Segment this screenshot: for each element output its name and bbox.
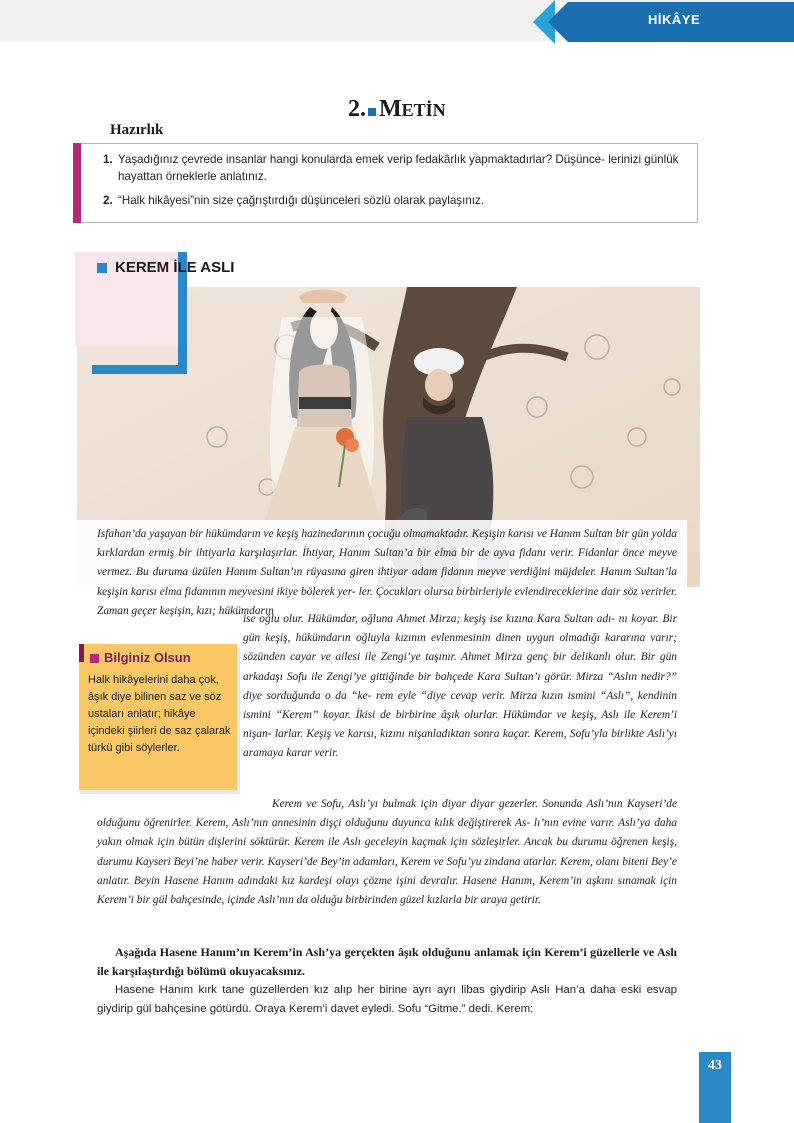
title-bullet-icon xyxy=(368,108,376,116)
page-title xyxy=(348,96,446,123)
title-bullet-icon xyxy=(90,654,99,663)
title-bullet-icon xyxy=(97,263,107,273)
page-number: 43 xyxy=(708,1058,722,1073)
info-box-title-text: Bilginiz Olsun xyxy=(104,650,191,665)
title-decoration-blue-horizontal xyxy=(92,365,187,374)
title-first-letter: M xyxy=(379,96,402,122)
item-text: “Halk hikâyesi”nin size çağrıştırdığı düşünceleri sözlü olarak paylaşınız. xyxy=(118,194,485,207)
info-box-text: Halk hikâyelerini daha çok, âşık diye bilinen saz ve söz ustaları anlatır; hikâye içindeki şiirleri de saz çalarak türkü gibi söylerler. xyxy=(88,674,231,754)
preparation-accent-bar xyxy=(73,143,81,223)
item-number: 2. xyxy=(103,194,113,207)
reading-instruction: Aşağıda Hasene Hanım’ın Kerem’in Aslı’ya gerçekten âşık olduğunu anlamak için Kerem’i güzellerle ve Aslı ile karşılaştırdığı bölümü okuyacaksınız. xyxy=(97,945,677,978)
title-rest: ETİN xyxy=(401,100,446,120)
story-intro-paragraph: Isfahan’da yaşayan bir hükümdarın ve keşiş hazinedarının çocuğu olmamaktadır. Keşişin karısı ve Hanım Sultan bir gün yolda kırklardan ermiş bir ihtiyarla karşılaşırlar. İhtiyar, Hanım Sultan’a bir elma bir de ayva fidanı verir. Fidanlar önce meyve vermez. Bu duruma üzülen Hanım Sultan’ın rüyasına giren ihtiyar adam fidanın meyve verdiğini müjdeler. Hanım Sultan’la keşişin karısı elma fidanının meyvesini ikiye bölerek yer- ler. Çocukları olursa birbirleriyle evlendireceklerine dair söz verirler. Zaman geçer keşişin, kızı; hükümdarın xyxy=(97,528,677,617)
story-intro-continuation: ise oğlu olur. Hükümdar, oğluna Ahmet Mirza; keşiş ise kızına Kara Sultan adı- nı koyar. Bir gün keşiş, hükümdarın oğluyla kızının evlenmesinin dinen uygun olmadığı kararına varır; sözünden cayar ve ailesi ile Zengi’ye taşınır. Ahmet Mirza genç bir delikanlı olur. Bir gün arkadaşı Sofu ile Zengi’ye gittiğinde bir bahçede Kara Sultan’ı görür. Mirza “Aslın nedir?” diye sorduğunda o da “ke- rem eyle “diye cevap verir. Mirza kızın ismini “Aslı”, kendinin ismini “Kerem” koyar. İkisi de birbirine âşık olurlar. Hükümdar ve keşiş, Aslı ile Kerem’i nişan- larlar. Keşiş ve karısı, kızını nişanladıktan sonra kaçar. Kerem, Sofu’yla birlikte Aslı’yı aramaya karar verir. xyxy=(243,613,677,760)
section-tag-label: HİKÂYE xyxy=(648,12,701,27)
title-number: 2. xyxy=(348,96,366,122)
info-box-accent xyxy=(79,644,84,662)
story-body-text: Hasene Hanım kırk tane güzellerden kız alıp her birine ayrı ayrı libas giydirip Aslı Han’a daha eski esvap giydirip gül bahçesine götürdü. Oraya Kerem’i davet eyledi. Sofu “Gitme.” dedi. Kerem: xyxy=(97,984,677,1015)
story-summary-paragraph: Kerem ve Sofu, Aslı’yı bulmak için diyar diyar gezerler. Sonunda Aslı’nın Kayseri’de olduğunu öğrenirler. Kerem, Aslı’nın annesinin dişçi olduğunu duyunca kılık değiştirerek As- lı’nın evine varır. Aslı’ya daha yakın olmak için bütün dişlerini söktürür. Kerem ile Aslı geceleyin kaçmak için sözleşirler. Ancak bu durumu öğrenen keşiş, durumu Kayseri Beyi’ne haber verir. Kayseri’de Bey’in adamları, Kerem ve Sofu’yu zindana atarlar. Kerem, olanı biteni Bey’e anlatır. Beyin Hasene Hanım adındaki kız kardeşi olayı çözme işini devralır. Hasene Hanım, Kerem’in aşkını sınamak için Kerem’i bir gül bahçesinde, içinde Aslı’nın da olduğu birbirinden güzel kızlarla bir araya getirir. xyxy=(97,798,677,907)
story-title xyxy=(97,259,234,276)
item-text: Yaşadığınız çevrede insanlar hangi konularda emek verip fedakârlık yapmaktadırlar? Düşünce- lerinizi günlük hayattan örneklerle anlatınız. xyxy=(118,153,679,183)
preparation-label: Hazırlık xyxy=(110,122,164,138)
item-number: 1. xyxy=(103,153,113,166)
story-title-text: KEREM İLE ASLI xyxy=(115,259,235,276)
info-box-title xyxy=(90,650,191,665)
